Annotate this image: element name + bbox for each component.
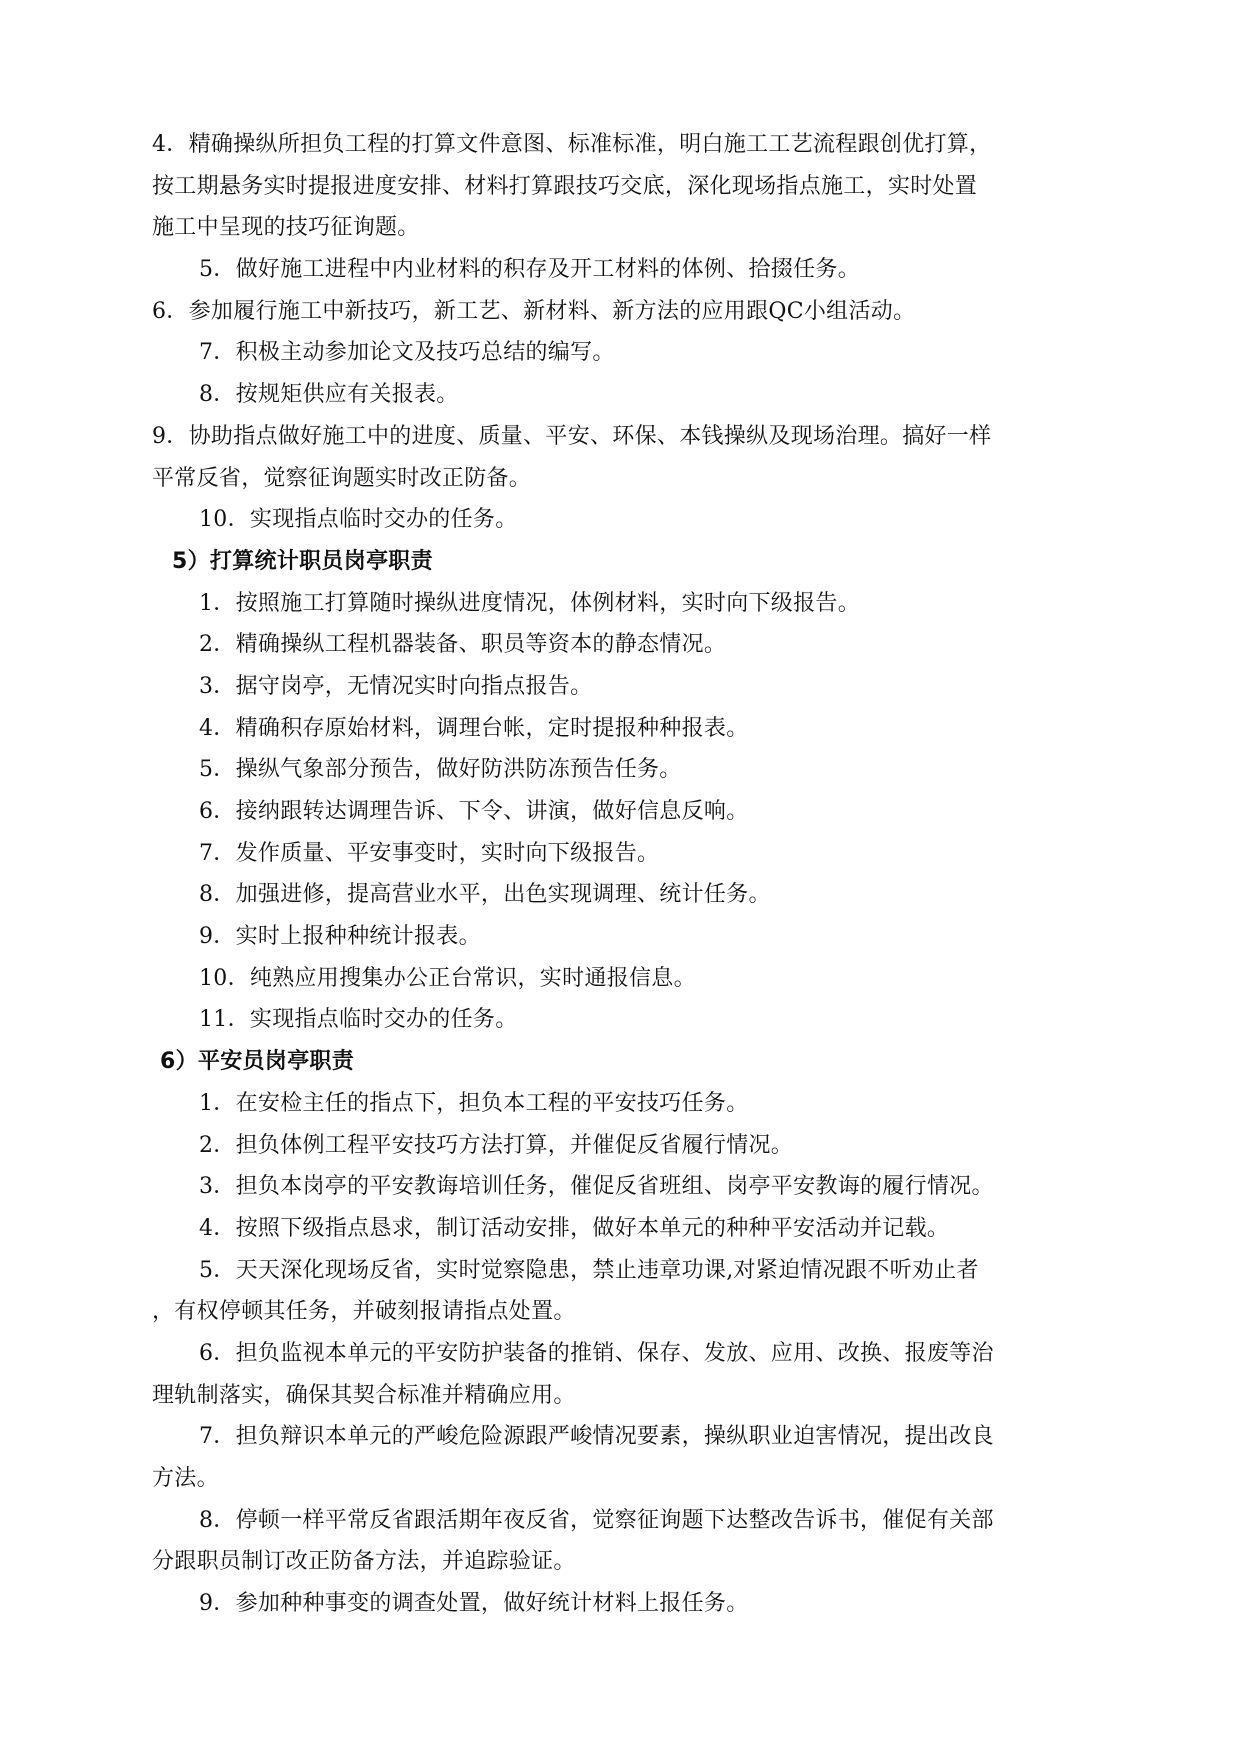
paragraph-line: 4．精确积存原始材料，调理台帐，定时提报种种报表。	[199, 715, 749, 741]
paragraph-line: 10．纯熟应用搜集办公正台常识，实时通报信息。	[199, 965, 696, 991]
paragraph-line: 6．参加履行施工中新技巧，新工艺、新材料、新方法的应用跟QC小组活动。	[152, 298, 916, 324]
paragraph-line: 10．实现指点临时交办的任务。	[199, 507, 518, 533]
paragraph-line: 分跟职员制订改正防备方法，并追踪验证。	[152, 1549, 576, 1575]
paragraph-line: ，有权停顿其任务，并破刻报请指点处置。	[152, 1299, 576, 1325]
paragraph-line: 3．担负本岗亭的平安教诲培训任务，催促反省班组、岗亭平安教诲的履行情况。	[199, 1174, 994, 1200]
document-body	[152, 124, 1092, 1625]
paragraph-line: 1．按照施工打算随时操纵进度情况，体例材料，实时向下级报告。	[199, 590, 860, 616]
paragraph-line: 6．接纳跟转达调理告诉、下令、讲演，做好信息反响。	[199, 799, 749, 824]
paragraph-line: 8．停顿一样平常反省跟活期年夜反省，觉察征询题下达整改告诉书，催促有关部	[199, 1507, 994, 1533]
paragraph-line: 9．实时上报种种统计报表。	[199, 924, 481, 950]
paragraph-line: 4．精确操纵所担负工程的打算文件意图、标准标准，明白施工工艺流程跟创优打算，	[152, 132, 992, 157]
paragraph-line: 理轨制落实，确保其契合标准并精确应用。	[152, 1382, 576, 1408]
paragraph-line: 6．担负监视本单元的平安防护装备的推销、保存、发放、应用、改换、报废等治	[199, 1340, 994, 1366]
paragraph-line: 5．做好施工进程中内业材料的积存及开工材料的体例、拾掇任务。	[199, 257, 860, 283]
paragraph-line: 7．积极主动参加论文及技巧总结的编写。	[199, 340, 615, 366]
paragraph-line: 2．精确操纵工程机器装备、职员等资本的静态情况。	[199, 632, 727, 658]
paragraph-line: 5．操纵气象部分预告，做好防洪防冻预告任务。	[199, 757, 682, 783]
paragraph-line: 5．天天深化现场反省，实时觉察隐患，禁止违章功课,对紧迫情况跟不听劝止者	[199, 1257, 979, 1283]
paragraph-line: 11．实现指点临时交办的任务。	[199, 1007, 518, 1033]
paragraph-line: 4．按照下级指点恳求，制订活动安排，做好本单元的种种平安活动并记载。	[199, 1215, 950, 1241]
paragraph-line: 8．加强进修，提高营业水平，出色实现调理、统计任务。	[199, 882, 771, 908]
paragraph-line: 9．协助指点做好施工中的进度、质量、平安、环保、本钱操纵及现场治理。搞好一样	[152, 423, 992, 449]
section-heading: 5）打算统计职员岗亭职责	[172, 548, 433, 574]
paragraph-line: 按工期悬务实时提报进度安排、材料打算跟技巧交底，深化现场指点施工，实时处置	[152, 173, 978, 199]
paragraph-line: 8．按规矩供应有关报表。	[199, 382, 459, 408]
paragraph-line: 方法。	[152, 1466, 219, 1491]
paragraph-line: 7．担负辩识本单元的严峻危险源跟严峻情况要素，操纵职业迫害情况，提出改良	[199, 1424, 994, 1450]
paragraph-line: 7．发作质量、平安事变时，实时向下级报告。	[199, 840, 660, 866]
paragraph-line: 9．参加种种事变的调查处置，做好统计材料上报任务。	[199, 1591, 749, 1617]
paragraph-line: 施工中呈现的技巧征询题。	[152, 215, 420, 241]
paragraph-line: 2．担负体例工程平安技巧方法打算，并催促反省履行情况。	[199, 1132, 794, 1158]
paragraph-line: 1．在安检主任的指点下，担负本工程的平安技巧任务。	[199, 1090, 749, 1116]
paragraph-line: 平常反省，觉察征询题实时改正防备。	[152, 465, 532, 491]
section-heading: 6）平安员岗亭职责	[160, 1049, 355, 1075]
paragraph-line: 3．据守岗亭，无情况实时向指点报告。	[199, 673, 593, 699]
